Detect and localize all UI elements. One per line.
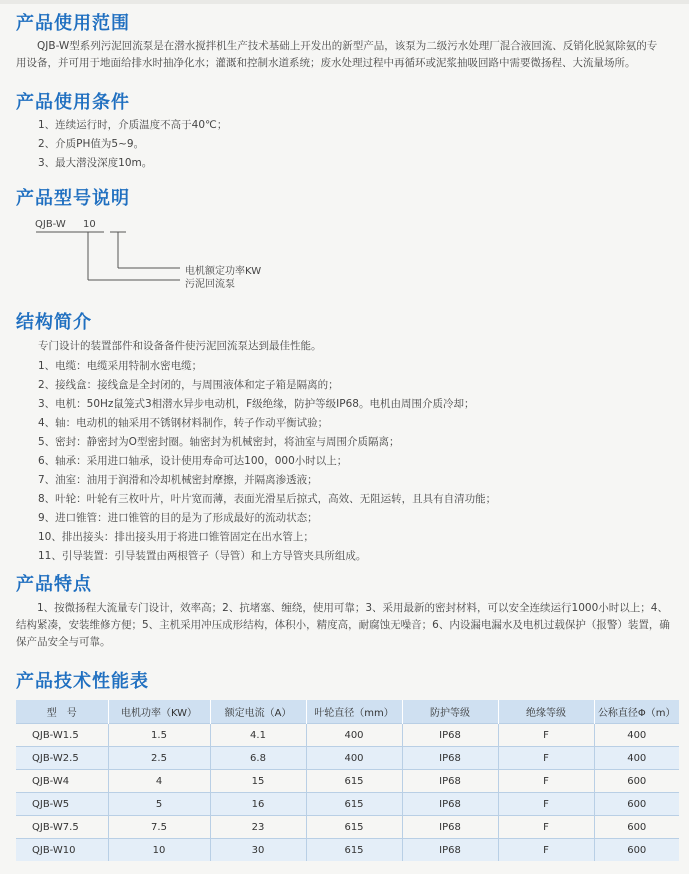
table-cell: 4 (108, 770, 210, 793)
table-cell: 615 (306, 839, 402, 862)
spec-table-header-row (16, 700, 679, 724)
table-cell: 15 (210, 770, 306, 793)
structure-item-6: 6、轴承：采用进口轴承，设计使用寿命可达100，000小时以上； (38, 455, 348, 467)
table-cell: F (498, 839, 594, 862)
table-row (16, 839, 679, 862)
table-cell: 400 (306, 747, 402, 770)
header-insulation-class: 绝缘等级 (498, 700, 594, 724)
structure-item-1: 1、电缆：电缆采用特制水密电缆； (38, 360, 203, 372)
features-line-3: 保产品安全与可靠。 (16, 636, 111, 648)
spec-table (16, 700, 679, 861)
structure-item-7: 7、油室：油用于润滑和冷却机械密封摩擦，并隔离渗透液； (38, 474, 318, 486)
table-cell: F (498, 816, 594, 839)
model-code-prefix: QJB-W (35, 219, 66, 230)
table-row (16, 770, 679, 793)
table-cell: 600 (594, 770, 679, 793)
model-label-power: 电机额定功率KW (185, 266, 262, 277)
table-cell: 600 (594, 839, 679, 862)
condition-item-3: 3、最大潜没深度10m。 (38, 157, 153, 169)
table-cell: QJB-W4 (16, 770, 108, 793)
usage-scope-heading: 产品使用范围 (16, 13, 130, 34)
condition-item-1: 1、连续运行时，介质温度不高于40℃； (38, 119, 228, 131)
table-cell: QJB-W2.5 (16, 747, 108, 770)
table-cell: 7.5 (108, 816, 210, 839)
condition-item-2: 2、介质PH值为5~9。 (38, 138, 145, 150)
header-motor-power: 电机功率（KW） (108, 700, 210, 724)
table-cell: QJB-W10 (16, 839, 108, 862)
header-nominal-diameter: 公称直径Φ（m） (594, 700, 679, 724)
usage-scope-line-2: 用设备，并可用于地面给排水时抽净化水；灌溉和控制水道系统；废水处理过程中再循环或泥浆抽吸回路中需要微扬程、大流量场所。 (16, 57, 636, 69)
top-strip (0, 0, 689, 4)
table-cell: 400 (594, 724, 679, 747)
structure-item-9: 9、进口锥管：进口锥管的目的是为了形成最好的流动状态； (38, 512, 318, 524)
table-cell: IP68 (402, 816, 498, 839)
table-cell: 6.8 (210, 747, 306, 770)
table-cell: 1.5 (108, 724, 210, 747)
header-impeller-diameter: 叶轮直径（mm） (306, 700, 402, 724)
table-cell: 615 (306, 793, 402, 816)
header-protection-class: 防护等级 (402, 700, 498, 724)
structure-item-10: 10、排出接头：排出接头用于将进口锥管固定在出水管上； (38, 531, 314, 543)
table-cell: 30 (210, 839, 306, 862)
table-row (16, 747, 679, 770)
model-label-pump: 污泥回流泵 (185, 279, 235, 290)
model-desc-heading: 产品型号说明 (16, 188, 130, 209)
structure-item-8: 8、叶轮：叶轮有三枚叶片，叶片宽而薄，表面光滑星后掠式，高效、无阻运转，且具有自清功能； (38, 493, 497, 505)
structure-item-3: 3、电机：50Hz鼠笼式3相潜水异步电动机，F级绝缘，防护等级IP68。电机由周围介质冷却； (38, 398, 475, 410)
structure-item-2: 2、接线盒：接线盒是全封闭的，与周围液体和定子箱是隔离的； (38, 379, 339, 391)
table-cell: IP68 (402, 747, 498, 770)
structure-intro: 专门设计的装置部件和设备备件使污泥回流泵达到最佳性能。 (38, 340, 322, 352)
model-code-number: 10 (83, 219, 96, 230)
table-row (16, 793, 679, 816)
usage-scope-line-1: QJB-W型系列污泥回流泵是在潜水搅拌机生产技术基础上开发出的新型产品，该泵为二级污水处理厂混合液回流、反销化脱氮除氨的专 (37, 40, 658, 52)
table-cell: 615 (306, 816, 402, 839)
table-cell: IP68 (402, 839, 498, 862)
header-model: 型 号 (16, 700, 108, 724)
table-cell: 10 (108, 839, 210, 862)
table-cell: 23 (210, 816, 306, 839)
model-diagram-lines (30, 228, 200, 290)
table-cell: QJB-W5 (16, 793, 108, 816)
usage-scope-paragraph (16, 38, 676, 72)
table-cell: F (498, 724, 594, 747)
table-cell: 16 (210, 793, 306, 816)
structure-item-4: 4、轴：电动机的轴采用不锈钢材料制作，转子作动平衡试验； (38, 417, 329, 429)
table-cell: F (498, 770, 594, 793)
table-row (16, 816, 679, 839)
features-line-1: 1、按微扬程大流量专门设计，效率高；2、抗堵塞、缠绕，使用可靠；3、采用最新的密封材料，可以安全连续运行1000小时以上；4、 (37, 602, 668, 614)
features-paragraph (16, 600, 676, 651)
table-cell: IP68 (402, 724, 498, 747)
table-cell: 600 (594, 793, 679, 816)
table-cell: 400 (594, 747, 679, 770)
table-cell: QJB-W7.5 (16, 816, 108, 839)
structure-item-11: 11、引导装置：引导装置由两根管子（导管）和上方导管夹具所组成。 (38, 550, 367, 562)
table-cell: IP68 (402, 793, 498, 816)
structure-item-5: 5、密封：静密封为O型密封圈。轴密封为机械密封，将油室与周围介质隔离； (38, 436, 400, 448)
table-cell: 400 (306, 724, 402, 747)
features-line-2: 结构紧凑，安装维修方便；5、主机采用冲压成形结构，体积小，精度高，耐腐蚀无噪音；6、内设漏电漏水及电机过载保护（报警）装置，确 (16, 619, 670, 631)
table-cell: IP68 (402, 770, 498, 793)
table-cell: F (498, 793, 594, 816)
table-cell: F (498, 747, 594, 770)
features-heading: 产品特点 (16, 574, 92, 595)
table-row (16, 724, 679, 747)
table-cell: 5 (108, 793, 210, 816)
spec-table-heading: 产品技术性能表 (16, 671, 149, 692)
usage-conditions-heading: 产品使用条件 (16, 92, 130, 113)
table-cell: 600 (594, 816, 679, 839)
table-cell: QJB-W1.5 (16, 724, 108, 747)
structure-heading: 结构简介 (16, 312, 92, 333)
table-cell: 615 (306, 770, 402, 793)
table-cell: 4.1 (210, 724, 306, 747)
table-cell: 2.5 (108, 747, 210, 770)
header-rated-current: 额定电流（A） (210, 700, 306, 724)
